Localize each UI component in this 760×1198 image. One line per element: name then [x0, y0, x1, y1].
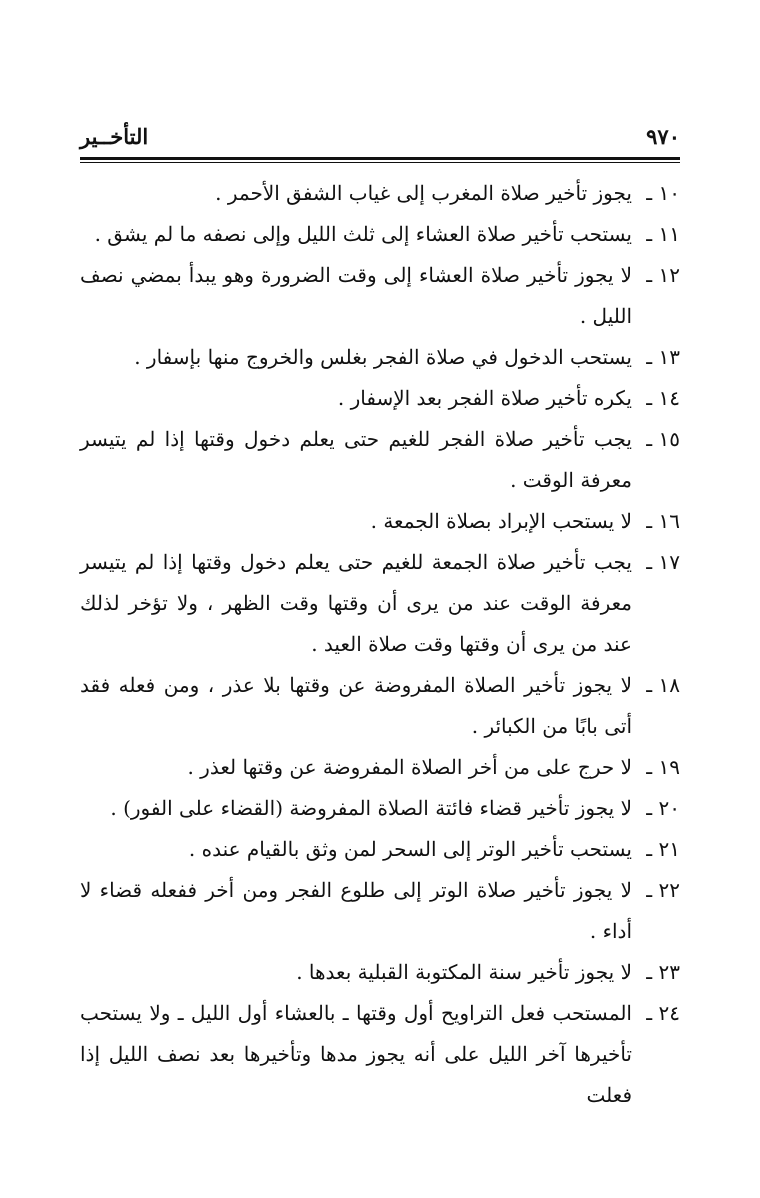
list-item [80, 214, 680, 255]
item-text: لا يجوز تأخير صلاة العشاء إلى وقت الضرورة وهو يبدأ بمضي نصف الليل . [80, 263, 632, 328]
item-text: يجوز تأخير صلاة المغرب إلى غياب الشفق الأحمر . [215, 181, 632, 205]
item-number: ١٠ ـ [646, 181, 680, 205]
item-number: ٢٣ ـ [646, 960, 680, 984]
item-text: المستحب فعل التراويح أول وقتها ـ بالعشاء أول الليل ـ ولا يستحب تأخيرها آخر الليل على أنه يجوز مدها وتأخيرها بعد نصف الليل إذا فعلت [80, 1001, 632, 1107]
list-item [80, 419, 680, 501]
item-number: ١٣ ـ [646, 345, 680, 369]
running-head [80, 122, 680, 152]
list-item [80, 870, 680, 952]
item-number: ٢٢ ـ [646, 878, 680, 902]
header-rule-thin [80, 162, 680, 163]
item-number: ١٨ ـ [646, 673, 680, 697]
item-number: ٢٤ ـ [646, 1001, 680, 1025]
item-text: يستحب الدخول في صلاة الفجر بغلس والخروج منها بإسفار . [134, 345, 632, 369]
item-text: لا يجوز تأخير الصلاة المفروضة عن وقتها بلا عذر ، ومن فعله فقد أتى بابًا من الكبائر . [80, 673, 632, 738]
item-number: ٢١ ـ [646, 837, 680, 861]
item-text: لا يجوز تأخير صلاة الوتر إلى طلوع الفجر ومن أخر ففعله قضاء لا أداء . [80, 878, 632, 943]
running-title: التأخــير [80, 124, 149, 149]
list-item [80, 542, 680, 665]
list-item [80, 952, 680, 993]
item-number: ١٩ ـ [646, 755, 680, 779]
item-text: لا يستحب الإبراد بصلاة الجمعة . [370, 509, 632, 533]
item-text: لا يجوز تأخير قضاء فائتة الصلاة المفروضة (القضاء على الفور) . [110, 796, 632, 820]
list-item [80, 747, 680, 788]
list-item [80, 788, 680, 829]
item-number: ٢٠ ـ [646, 796, 680, 820]
item-number: ١٦ ـ [646, 509, 680, 533]
item-text: لا حرج على من أخر الصلاة المفروضة عن وقتها لعذر . [187, 755, 632, 779]
list-item [80, 337, 680, 378]
item-text: يجب تأخير صلاة الجمعة للغيم حتى يعلم دخول وقتها إذا لم يتيسر معرفة الوقت عند من يرى أن وقتها وقت الظهر ، ولا تؤخر لذلك عند من يرى أن وقتها وقت صلاة العيد . [80, 550, 632, 656]
page-number: ٩٧٠ [646, 124, 680, 149]
list-item [80, 255, 680, 337]
item-text: يستحب تأخير صلاة العشاء إلى ثلث الليل وإلى نصفه ما لم يشق . [94, 222, 632, 246]
item-number: ١١ ـ [646, 222, 680, 246]
item-text: لا يجوز تأخير سنة المكتوبة القبلية بعدها . [296, 960, 632, 984]
list-item [80, 501, 680, 542]
item-text: يكره تأخير صلاة الفجر بعد الإسفار . [337, 386, 632, 410]
item-text: يجب تأخير صلاة الفجر للغيم حتى يعلم دخول وقتها إذا لم يتيسر معرفة الوقت . [80, 427, 632, 492]
list-item [80, 993, 680, 1116]
item-number: ١٥ ـ [646, 427, 680, 451]
rulings-list [80, 173, 680, 1116]
list-item [80, 173, 680, 214]
list-item [80, 378, 680, 419]
list-item [80, 665, 680, 747]
item-number: ١٧ ـ [646, 550, 680, 574]
item-number: ١٤ ـ [646, 386, 680, 410]
header-rule-thick [80, 157, 680, 160]
item-text: يستحب تأخير الوتر إلى السحر لمن وثق بالقيام عنده . [188, 837, 632, 861]
list-item [80, 829, 680, 870]
item-number: ١٢ ـ [646, 263, 680, 287]
